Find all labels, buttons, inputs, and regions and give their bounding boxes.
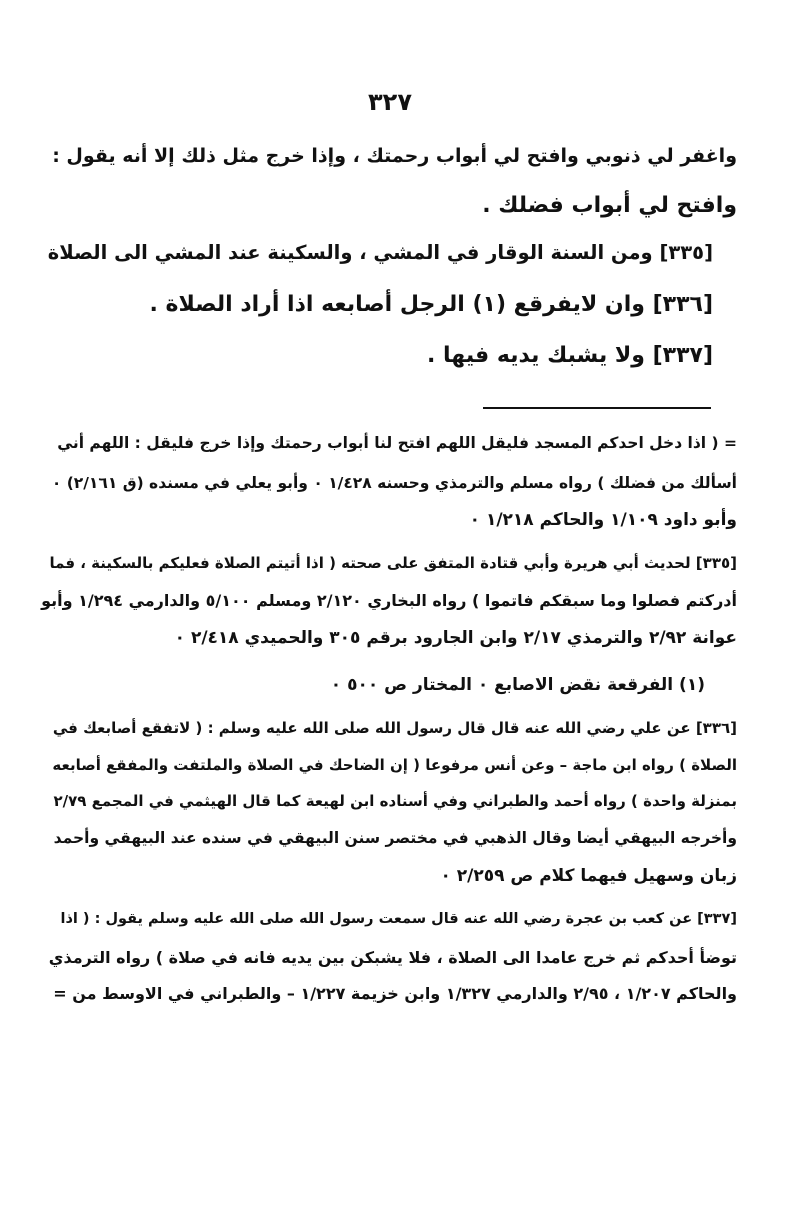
footnote-line: أدركتم فصلوا وما سبقكم فاتموا ) رواه البخاري ٢/١٢٠ ومسلم ٥/١٠٠ والدارمي ١/٢٩٤ وأبو — [41, 591, 737, 610]
main-text-line: [٣٣٦] وان لايفرقع (١) الرجل أصابعه اذا أراد الصلاة . — [149, 292, 713, 317]
footnote-line: بمنزلة واحدة ) رواه أحمد والطبراني وفي أسناده ابن لهيعة كما قال الهيثمي في المجمع ٢/٧٩ — [53, 792, 737, 810]
footnote-line: [٣٣٦] عن علي رضي الله عنه قال قال رسول الله صلى الله عليه وسلم : ( لاتفقع أصابعك في — [52, 719, 737, 737]
footnote-line: الصلاة ) رواه ابن ماجة – وعن أنس مرفوعا ( إن الضاحك في الصلاة والملتفت والمفقع أصابعه — [52, 756, 737, 774]
footnote-line: [٣٣٥] لحديث أبي هريرة وأبي قتادة المتفق على صحته ( اذا أتيتم الصلاة فعليكم بالسكينة ، فما — [49, 554, 737, 572]
footnote-line: أسألك من فضلك ) رواه مسلم والترمذي وحسنه ١/٤٢٨ ٠ وأبو يعلي في مسنده (ق ٢/١٦١) ٠ — [51, 474, 737, 492]
footnote-line: توضأ أحدكم ثم خرج عامدا الى الصلاة ، فلا يشبكن بين يديه فانه في صلاة ) رواه الترمذي — [48, 948, 737, 967]
footnote-separator — [483, 407, 711, 409]
footnote-line: [٣٣٧] عن كعب بن عجرة رضي الله عنه قال سمعت رسول الله صلى الله عليه وسلم يقول : ( اذا — [60, 911, 737, 927]
footnote-line: والحاكم ١/٢٠٧ ، ٢/٩٥ والدارمي ١/٣٢٧ وابن خزيمة ١/٢٢٧ – والطبراني في الاوسط من = — [53, 984, 737, 1003]
main-text-line: [٣٣٥] ومن السنة الوقار في المشي ، والسكينة عند المشي الى الصلاة — [47, 241, 713, 264]
footnote-line: زبان وسهيل فيهما كلام ص ٢/٢٥٩ ٠ — [440, 866, 737, 886]
footnote-line: = ( اذا دخل احدكم المسجد فليقل اللهم افتح لنا أبواب رحمتك وإذا خرج فليقل : اللهم أني — [57, 434, 737, 452]
footnote-line: وأبو داود ١/١٠٩ والحاكم ١/٢١٨ ٠ — [469, 510, 737, 530]
main-text-line: وافتح لي أبواب فضلك . — [482, 193, 737, 218]
footnote-line: عوانة ٢/٩٢ والترمذي ٢/١٧ وابن الجارود برقم ٣٠٥ والحميدي ٢/٤١٨ ٠ — [174, 628, 737, 648]
main-text-line: [٣٣٧] ولا يشبك يديه فيها . — [427, 343, 713, 368]
main-text-line: واغفر لي ذنوبي وافتح لي أبواب رحمتك ، وإذا خرج مثل ذلك إلا أنه يقول : — [52, 145, 737, 167]
footnote-line: (١) الفرقعة نقض الاصابع ٠ المختار ص ٥٠٠ ٠ — [330, 675, 705, 695]
footnote-line: وأخرجه البيهقي أيضا وقال الذهبي في مختصر سنن البيهقي في سنده عند البيهقي وأحمد — [53, 829, 737, 847]
page-number: ٣٢٧ — [368, 88, 412, 116]
